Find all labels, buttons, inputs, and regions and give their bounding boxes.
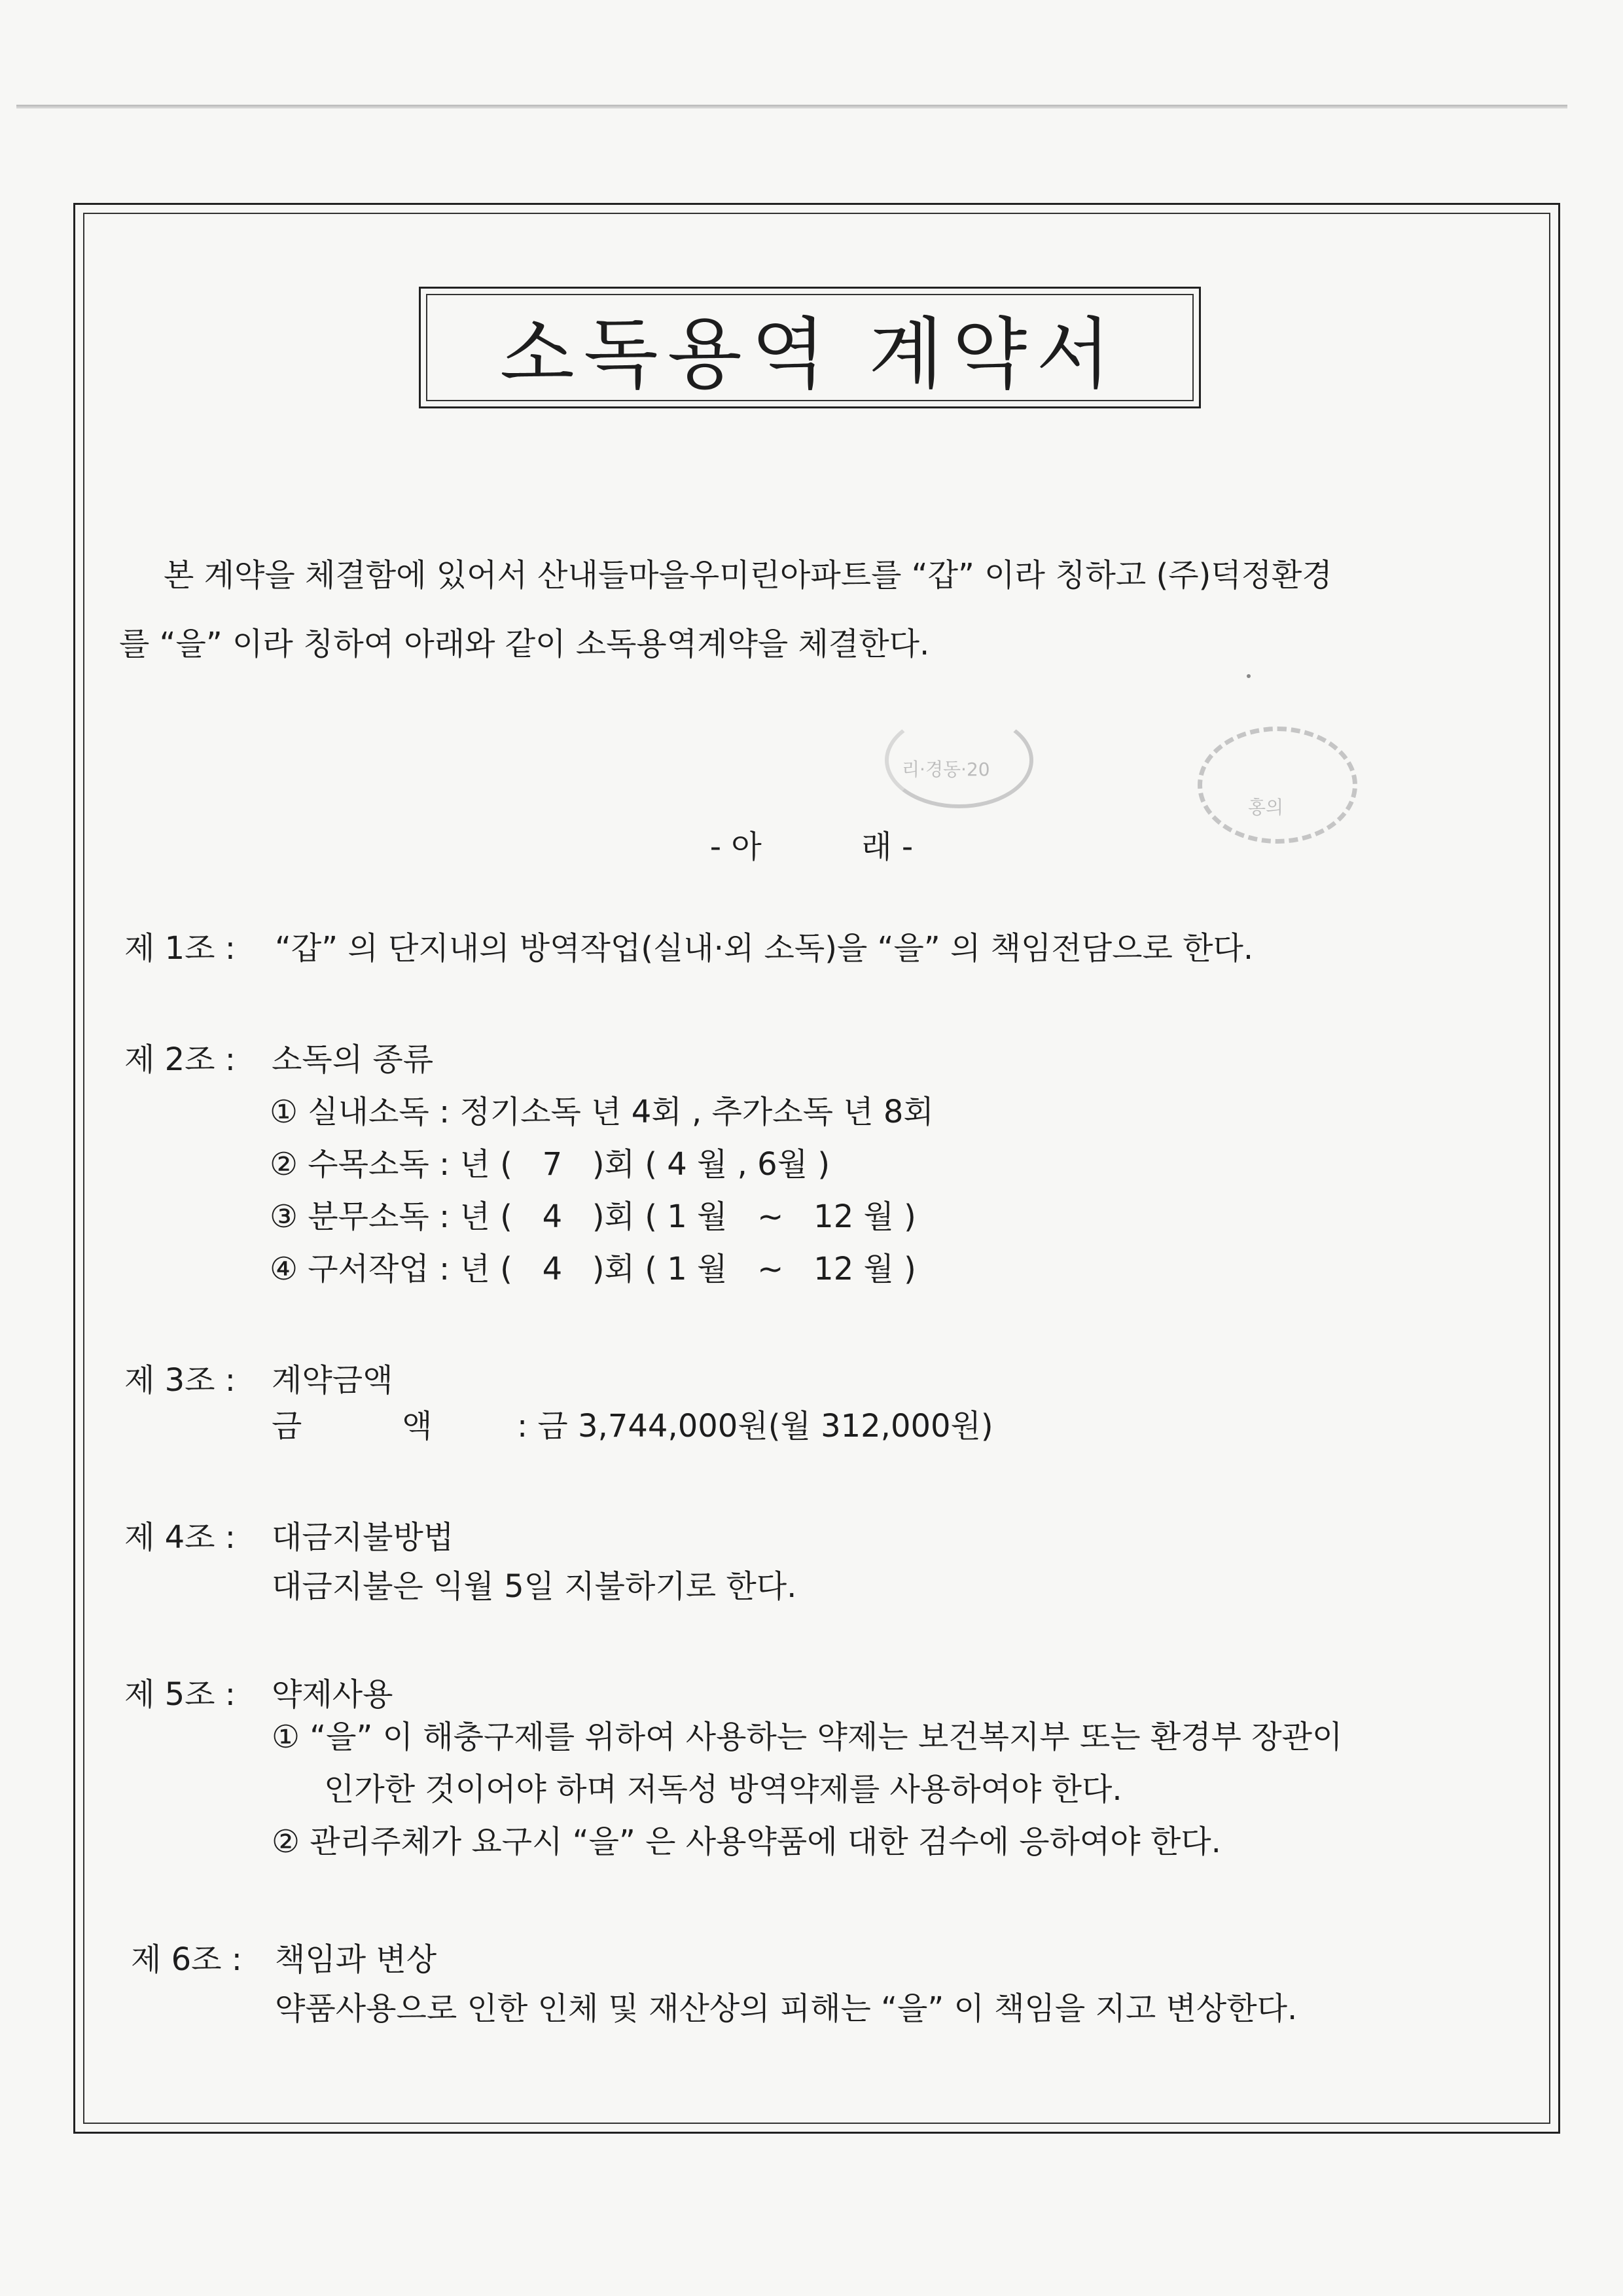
intro-line-1: 본 계약을 체결함에 있어서 산내들마을우미린아파트를 “갑” 이라 칭하고 (주)덕정환경 [164,557,1332,594]
title-box-inner [426,294,1194,401]
article-2-item-2: ② 수목소독 : 년 ( 7 )회 ( 4 월 , 6월 ) [270,1146,830,1183]
article-1-text: “갑” 의 단지내의 방역작업(실내·외 소독)을 “을” 의 책임전담으로 한다. [275,930,1254,967]
scan-edge-line [16,105,1567,109]
seal-stamp-left [885,712,1033,808]
article-5-label: 제 5조 : [124,1676,236,1713]
article-5-title: 약제사용 [272,1676,393,1713]
article-3-amount-value: : 금 3,744,000원(월 312,000원) [517,1408,993,1444]
article-4-label: 제 4조 : [124,1519,236,1556]
stamp-speck [1247,674,1251,678]
article-1-label: 제 1조 : [124,930,236,967]
article-5-item-2: ② 관리주체가 요구시 “을” 은 사용약품에 대한 검수에 응하여야 한다. [272,1823,1221,1860]
below-marker: - 아 래 - [709,829,914,865]
article-6-body: 약품사용으로 인한 인체 및 재산상의 피해는 “을” 이 책임을 지고 변상한다. [275,1990,1298,2027]
article-5-item-1-cont: 인가한 것이어야 하며 저독성 방역약제를 사용하여야 한다. [324,1771,1122,1808]
article-2-item-3: ③ 분무소독 : 년 ( 4 )회 ( 1 월 ~ 12 월 ) [270,1198,916,1235]
article-5-item-1: ① “을” 이 해충구제를 위하여 사용하는 약제는 보건복지부 또는 환경부 장관이 [272,1719,1343,1755]
intro-line-2: 를 “을” 이라 칭하여 아래와 같이 소독용역계약을 체결한다. [119,626,930,662]
article-4-title: 대금지불방법 [272,1519,454,1556]
article-2-item-1: ① 실내소독 : 정기소독 년 4회 , 추가소독 년 8회 [270,1094,934,1130]
article-3-amount-label: 금 액 [272,1408,433,1444]
article-6-title: 책임과 변상 [275,1941,437,1978]
title-box [419,287,1201,408]
seal-stamp-left-text: 리·경동·20 [902,759,990,780]
article-3-title: 계약금액 [272,1362,393,1399]
article-3-label: 제 3조 : [124,1362,236,1399]
seal-stamp-right-text: 홍의 [1248,797,1284,818]
article-2-item-4: ④ 구서작업 : 년 ( 4 )회 ( 1 월 ~ 12 월 ) [270,1251,916,1287]
article-6-label: 제 6조 : [131,1941,242,1978]
article-2-label: 제 2조 : [124,1041,236,1078]
document-title: 소독용역 계약서 [499,309,1120,399]
article-4-body: 대금지불은 익월 5일 지불하기로 한다. [272,1568,797,1605]
article-2-title: 소독의 종류 [272,1041,434,1078]
